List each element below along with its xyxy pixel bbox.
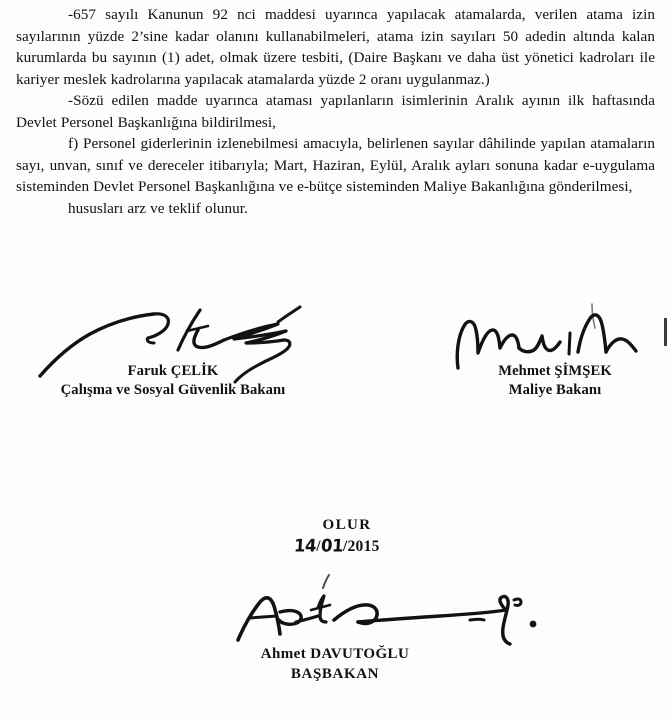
approval-date: [4, 536, 670, 557]
signatory-title-right: Maliye Bakanı: [508, 382, 602, 398]
approval-date-day: 14: [293, 535, 318, 556]
approval-date-separator-1: /: [316, 538, 321, 555]
signatory-name-right: Mehmet ŞİMŞEK: [498, 363, 612, 379]
paragraph-3: f) Personel giderlerinin izlenebilmesi amacıyla, belirlenen sayılar dâhilinde yapılan atamaların sayı, unvan, sınıf ve dereceler itibarıyla; Mart, Haziran, Eylül, Aralık ayları sonuna kadar e-uygulama sisteminden Devlet Personel Başkanlığına ve e-bütçe sisteminden Maliye Bakanlığına gönderilmesi,: [16, 135, 655, 195]
paragraph-4-closing: hususları arz ve teklif olunur.: [68, 199, 248, 217]
paragraph-2: -Sözü edilen madde uyarınca ataması yapılanların isimlerinin Aralık ayının ilk haftasında Devlet Personel Başkanlığına bildirilmesi,: [16, 92, 655, 131]
approval-date-month: 01: [320, 535, 344, 556]
handwritten-signature-icon: [0, 572, 670, 644]
paragraph-1: -657 sayılı Kanunun 92 nci maddesi uyarınca yapılacak atamalarda, verilen atama izin sayılarının yüzde 2’sine kadar olanını kullanabilmeleri, atama izin sayıları 50 adedin altında kalan kurumlarda bu sayının (1) adet, olmak üzere tesbiti, (Daire Başkanı ve daha üst yönetici kadroları ile kariyer meslek kadrolarına yapılacak atamalarda yüzde 2 oranı uygulanmaz.): [16, 6, 655, 88]
approval-block: [0, 516, 670, 557]
minister-signature-row: [0, 300, 670, 420]
handwritten-signature-icon: [430, 300, 670, 362]
handwritten-signature-icon: [28, 300, 318, 362]
approval-date-year: 2015: [347, 538, 380, 555]
prime-minister-block: [0, 572, 670, 684]
prime-minister-title: BAŞBAKAN: [290, 666, 380, 682]
document-body: [16, 4, 655, 219]
prime-minister-name: Ahmet DAVUTOĞLU: [260, 646, 410, 662]
signatory-block-left: [28, 300, 318, 400]
signatory-block-right: [430, 300, 670, 400]
signatory-title-left: Çalışma ve Sosyal Güvenlik Bakanı: [60, 382, 286, 398]
approval-date-separator-2: /: [342, 538, 348, 555]
approval-label: OLUR: [322, 517, 372, 533]
signatory-name-left: Faruk ÇELİK: [127, 363, 219, 379]
scan-artifact-mark: [664, 318, 667, 346]
